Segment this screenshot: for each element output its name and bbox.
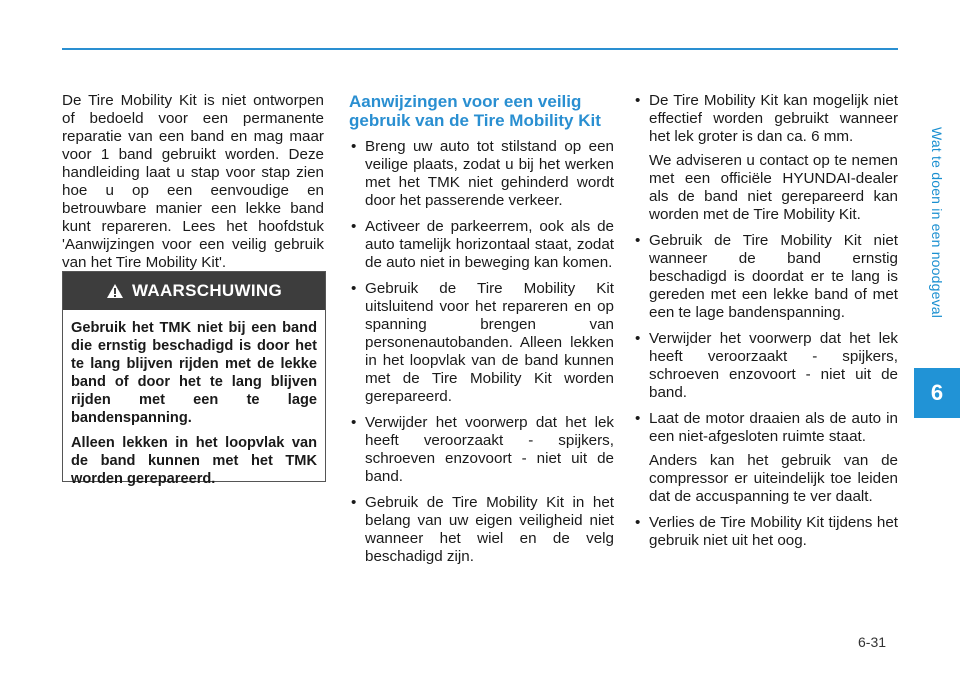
bullet-subparagraph: We adviseren u contact op te nemen met een officiële HYUNDAI-dealer als de band niet gerepareerd kan worden met de Tire Mobility Kit. [649,152,898,223]
column-right [633,92,898,558]
bullet-text: Gebruik de Tire Mobility Kit niet wanneer de band ernstig beschadigd is doordat er te lang is gereden met een lekke band of met een te lage bandenspanning. [649,232,898,321]
warning-box [62,271,326,487]
bullet-text: De Tire Mobility Kit kan mogelijk niet effectief worden gebruikt wanneer het lek groter is dan ca. 6 mm. [649,92,898,145]
bullet-text: Verwijder het voorwerp dat het lek heeft veroorzaakt - spijkers, schroeven enzovoort - niet uit de band. [649,330,898,401]
bullet-subparagraph: Anders kan het gebruik van de compressor er uiteindelijk toe leiden dat de accuspanning te ver daalt. [649,452,898,505]
bullet-item [633,232,898,322]
bullet-item: • Gebruik de Tire Mobility Kit uitsluitend voor het repareren en op spanning brengen van personenautobanden. Alleen lekken in het loopvlak van de band kunnen met de Tire Mobility Kit worden gerepareerd. [349,280,614,406]
column-middle [349,92,614,574]
intro-paragraph: De Tire Mobility Kit is niet ontworpen of bedoeld voor een permanente reparatie van een band en mag maar voor 1 band gebruikt worden. Deze handleiding laat u stap voor stap zien hoe u op een eenvoudige en betrouwbare manier een lekke band kunt repareren. Lees het hoofdstuk 'Aanwijzingen voor een veilig gebruik van het Tire Mobility Kit'. [62,92,324,271]
warning-header [63,272,325,310]
chapter-tab[interactable]: 6 [914,368,960,418]
bullet-item [633,514,898,550]
chapter-side-label: Wat te doen in een noodgeval [929,127,945,319]
bullet-item [633,92,898,224]
warning-paragraph: Gebruik het TMK niet bij een band die ernstig beschadigd is door het te lang blijven rijden met de lekke band of door het te lang blijven rijden met een te lage bandenspanning. [71,320,317,426]
bullet-item: • Gebruik de Tire Mobility Kit in het belang van uw eigen veiligheid niet wanneer het wiel en de velg beschadigd zijn. [349,494,614,566]
column-left [62,92,324,272]
bullet-item: • Activeer de parkeerrem, ook als de auto tamelijk horizontaal staat, zodat de auto niet in beweging kan komen. [349,218,614,272]
bullet-item: • Verwijder het voorwerp dat het lek heeft veroorzaakt - spijkers, schroeven enzovoort - niet uit de band. [349,414,614,486]
section-heading: Aanwijzingen voor een veilig gebruik van de Tire Mobility Kit [349,92,601,130]
bullet-list [349,138,614,566]
bullet-text: Verlies de Tire Mobility Kit tijdens het gebruik niet uit het oog. [649,514,898,549]
warning-title: WAARSCHUWING [132,281,282,300]
bullet-item [633,410,898,506]
warning-body [63,310,325,488]
warning-paragraph: Alleen lekken in het loopvlak van de band kunnen met het TMK worden gerepareerd. [71,435,317,487]
page-number: 6-31 [858,634,887,650]
bullet-item [633,330,898,402]
bullet-text: Laat de motor draaien als de auto in een niet-afgesloten ruimte staat. [649,410,898,445]
bullet-item: • Breng uw auto tot stilstand op een veilige plaats, zodat u bij het werken met het TMK niet gehinderd wordt door het passerende verkeer. [349,138,614,210]
header-rule [62,48,898,50]
warning-triangle-icon [106,283,124,299]
bullet-list [633,92,898,550]
